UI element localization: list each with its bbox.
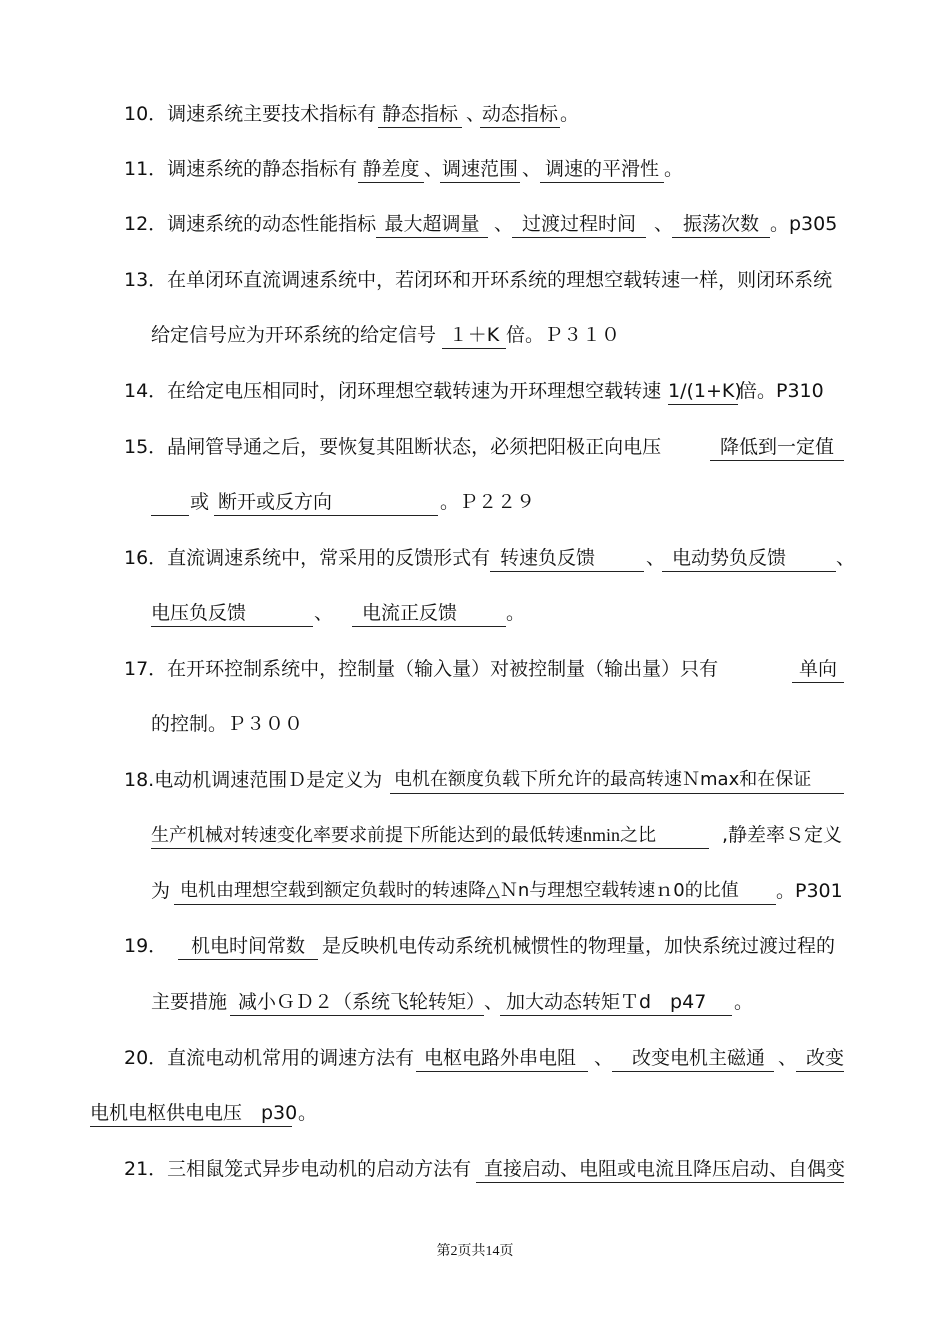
answer-blank: 改变电机主磁通 [612,1043,774,1072]
question-20-cont [0,1098,950,1128]
question-19-cont [0,987,950,1017]
question-text: 16．直流调速系统中，常采用的反馈形式有 [124,547,491,569]
question-text: 12．调速系统的动态性能指标 [124,213,377,235]
question-16-cont [0,598,950,628]
answer-blank: 降低到一定值 [710,432,844,461]
separator: 、 [494,213,514,235]
separator: 、 [836,547,856,569]
question-19 [0,931,950,961]
answer-blank: 振荡次数 [672,209,770,238]
question-13 [0,265,950,295]
question-suffix: 。P301 [776,880,843,902]
question-17-cont [0,709,950,739]
question-text: 13．在单闭环直流调速系统中，若闭环和开环系统的理想空载转速一样，则闭环系统 [124,269,833,291]
answer-blank: 机电时间常数 [178,931,318,960]
answer-blank: 转速负反馈 [490,543,644,572]
answer-blank: 电机在额度负载下所允许的最高转速Ｎmax和在保证 [390,765,844,794]
answer-blank: 静态指标 [378,99,462,128]
question-suffix: 倍。P310 [738,380,824,402]
answer-blank: 电动势负反馈 [662,543,836,572]
separator: 、 [484,991,504,1013]
answer-blank: 动态指标 [480,99,560,128]
question-suffix: 倍。Ｐ３１０ [506,324,621,346]
question-text: 11．调速系统的静态指标有 [124,158,358,180]
answer-blank: 加大动态转矩Ｔd p47 [500,987,732,1016]
answer-blank: 电机由理想空载到额定负载时的转速降△Ｎn与理想空载转速ｎ0的比值 [174,876,776,905]
question-text: 为 [151,880,171,902]
question-14 [0,376,950,406]
question-text: 15．晶闸管导通之后，要恢复其阻断状态，必须把阳极正向电压 [124,436,662,458]
question-suffix: 。p305 [770,213,838,235]
answer-blank [151,487,189,516]
answer-blank: 单向 [792,654,844,683]
answer-blank: 静差度 [358,154,424,183]
question-20 [0,1043,950,1073]
answer-blank: 断开或反方向 [214,487,438,516]
question-suffix: 。 [560,103,580,125]
question-text: 21．三相鼠笼式异步电动机的启动方法有 [124,1158,472,1180]
answer-blank: 1/(1+K) [668,376,738,405]
question-16 [0,543,950,573]
answer-blank: 电流正反馈 [352,598,506,627]
question-15 [0,432,950,462]
answer-blank: 调速的平滑性 [540,154,664,183]
answer-blank: １＋K [442,320,506,349]
question-10 [0,99,950,129]
answer-blank: 生产机械对转速变化率要求前提下所能达到的最低转速nmin之比 [151,820,709,849]
separator: 、 [522,158,542,180]
question-13-cont [0,320,950,350]
question-21 [0,1154,950,1184]
separator: 、 [424,158,444,180]
question-suffix: 。 [734,991,754,1013]
question-text: 14．在给定电压相同时，闭环理想空载转速为开环理想空载转速 [124,380,662,402]
question-text: 是反映机电传动系统机械惯性的物理量，加快系统过渡过程的 [322,935,836,957]
question-18 [0,765,950,795]
answer-blank: 直接启动、电阻或电流且降压启动、自偶变 [476,1154,844,1183]
answer-blank: 电枢电路外串电阻 [416,1043,588,1072]
answer-blank: 最大超调量 [376,209,488,238]
separator: 、 [654,213,674,235]
separator: 、 [594,1047,614,1069]
separator: 、 [646,547,666,569]
question-text: 19． [124,935,168,957]
question-text: 主要措施 [151,991,228,1013]
page-footer: 第2页共14页 [436,1244,514,1259]
question-text: 或 [190,491,210,513]
answer-blank: 过渡过程时间 [512,209,646,238]
question-17 [0,654,950,684]
separator: 、 [314,602,334,624]
answer-blank: 电机电枢供电电压 p30 [90,1098,292,1127]
question-text: 17．在开环控制系统中，控制量（输入量）对被控制量（输出量）只有 [124,658,719,680]
separator: 、 [778,1047,798,1069]
question-text: 给定信号应为开环系统的给定信号 [151,324,437,346]
question-12 [0,209,950,239]
question-18-cont [0,820,950,850]
question-18-cont2 [0,876,950,906]
question-text: 的控制。Ｐ３００ [151,713,304,735]
question-11 [0,154,950,184]
answer-blank: 改变 [796,1043,844,1072]
question-15-cont [0,487,950,517]
question-text: 18.电动机调速范围Ｄ是定义为 [124,769,383,791]
question-suffix: 。 [298,1102,318,1124]
question-text: ,静差率Ｓ定义 [722,824,843,846]
question-text: 10．调速系统主要技术指标有 [124,103,377,125]
separator: 、 [466,103,486,125]
answer-blank: 电压负反馈 [151,598,313,627]
question-suffix: 。 [506,602,526,624]
answer-blank: 调速范围 [440,154,520,183]
answer-blank: 减小ＧＤ２（系统飞轮转矩） [230,987,484,1016]
question-suffix: 。 [664,158,684,180]
question-text: 20．直流电动机常用的调速方法有 [124,1047,415,1069]
question-suffix: 。Ｐ２２９ [440,491,536,513]
